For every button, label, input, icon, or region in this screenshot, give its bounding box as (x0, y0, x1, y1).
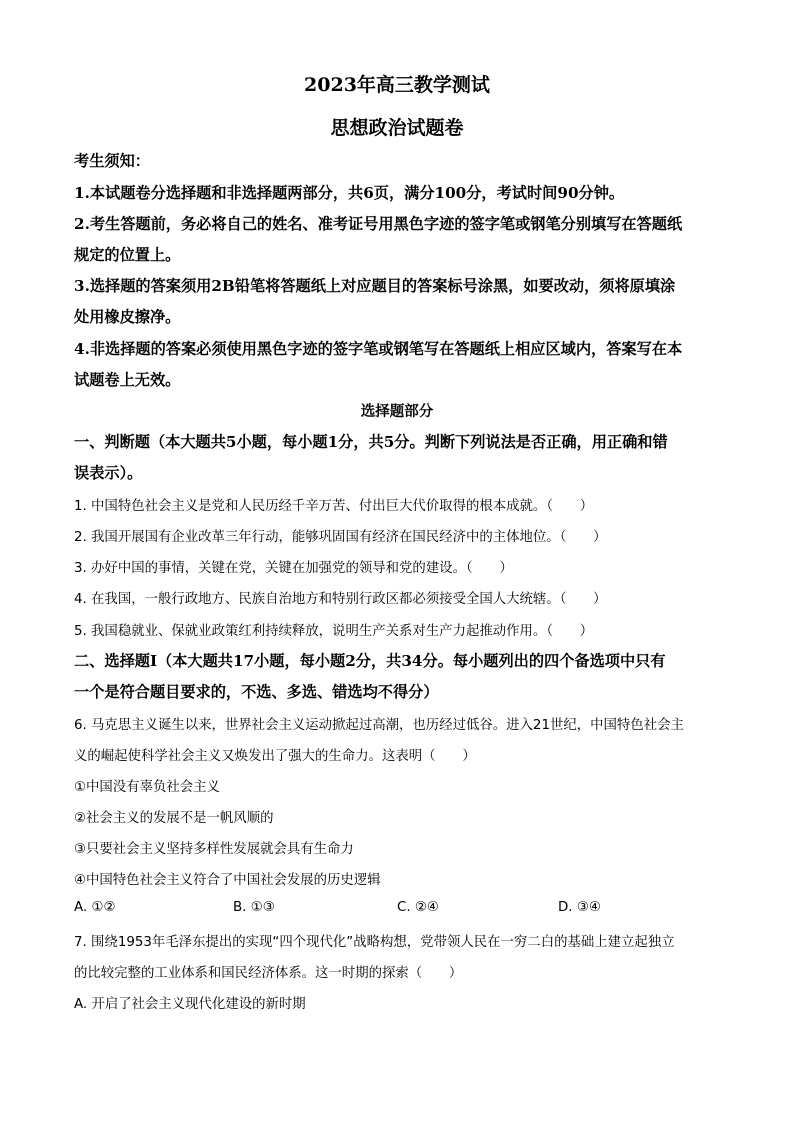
question-6-stem: 6. 马克思主义诞生以来，世界社会主义运动掀起过高潮，也历经过低谷。进入21世纪，中国特色社会主 (74, 718, 684, 733)
question-6-statement: ④中国特色社会主义符合了中国社会发展的历史逻辑 (74, 873, 381, 888)
question-7-stem: 7. 围绕1953年毛泽东提出的实现“四个现代化”战略构想，党带领人民在一穷二白的基础上建立起独立 (74, 935, 675, 950)
exam-title: 2023年高三教学测试 (304, 74, 490, 96)
exam-subtitle: 思想政治试题卷 (330, 117, 464, 139)
notice-item: 试题卷上无效。 (74, 371, 181, 389)
notice-item: 3.选择题的答案须用2B铅笔将答题纸上对应题目的答案标号涂黑，如要改动，须将原填涂 (74, 277, 676, 295)
question-7-option-a: A. 开启了社会主义现代化建设的新时期 (74, 997, 306, 1012)
question-4: 4. 在我国，一般行政地方、民族自治地方和特别行政区都必须接受全国人大统辖。（ ） (74, 592, 607, 607)
notice-item: 处用橡皮擦净。 (74, 308, 181, 326)
question-6-statement: ③只要社会主义坚持多样性发展就会具有生命力 (74, 842, 354, 857)
question-6-option-d: D. ③④ (558, 900, 601, 915)
section-heading: 误表示）。 (74, 464, 143, 482)
notice-item: 4.非选择题的答案必须使用黑色字迹的签字笔或钢笔写在答题纸上相应区域内，答案写在本 (74, 340, 683, 358)
notice-heading: 考生须知： (74, 152, 150, 170)
question-6-option-a: A. ①② (74, 900, 116, 915)
question-2: 2. 我国开展国有企业改革三年行动，能够巩固国有经济在国民经济中的主体地位。（ ） (74, 530, 607, 545)
part-heading: 选择题部分 (360, 403, 434, 420)
question-6-statement: ①中国没有辜负社会主义 (74, 780, 220, 795)
question-3: 3. 办好中国的事情，关键在党，关键在加强党的领导和党的建设。（ ） (74, 561, 513, 576)
section-heading: 二、选择题Ⅰ（本大题共17小题，每小题2分，共34分。每小题列出的四个备选项中只有 (74, 652, 666, 670)
section-heading: 一个是符合题目要求的，不选、多选、错选均不得分） (74, 683, 439, 701)
notice-item: 1.本试题卷分选择题和非选择题两部分，共6页，满分100分，考试时间90分钟。 (74, 184, 625, 202)
notice-item: 2.考生答题前，务必将自己的姓名、准考证号用黑色字迹的签字笔或钢笔分别填写在答题纸 (74, 215, 683, 233)
question-6-option-b: B. ①③ (233, 900, 275, 915)
question-6-statement: ②社会主义的发展不是一帆风顺的 (74, 811, 274, 826)
question-1: 1. 中国特色社会主义是党和人民历经千辛万苦、付出巨大代价取得的根本成就。（ ） (74, 499, 594, 514)
question-5: 5. 我国稳就业、保就业政策红利持续释放，说明生产关系对生产力起推动作用。（ ） (74, 624, 594, 639)
question-6-option-c: C. ②④ (397, 900, 439, 915)
question-7-stem: 的比较完整的工业体系和国民经济体系。这一时期的探索（ ） (74, 966, 463, 981)
notice-item: 规定的位置上。 (74, 246, 181, 264)
section-heading: 一、判断题（本大题共5小题，每小题1分，共5分。判断下列说法是否正确，用正确和错 (74, 433, 668, 451)
question-6-stem: 义的崛起使科学社会主义又焕发出了强大的生命力。这表明（ ） (74, 749, 476, 764)
